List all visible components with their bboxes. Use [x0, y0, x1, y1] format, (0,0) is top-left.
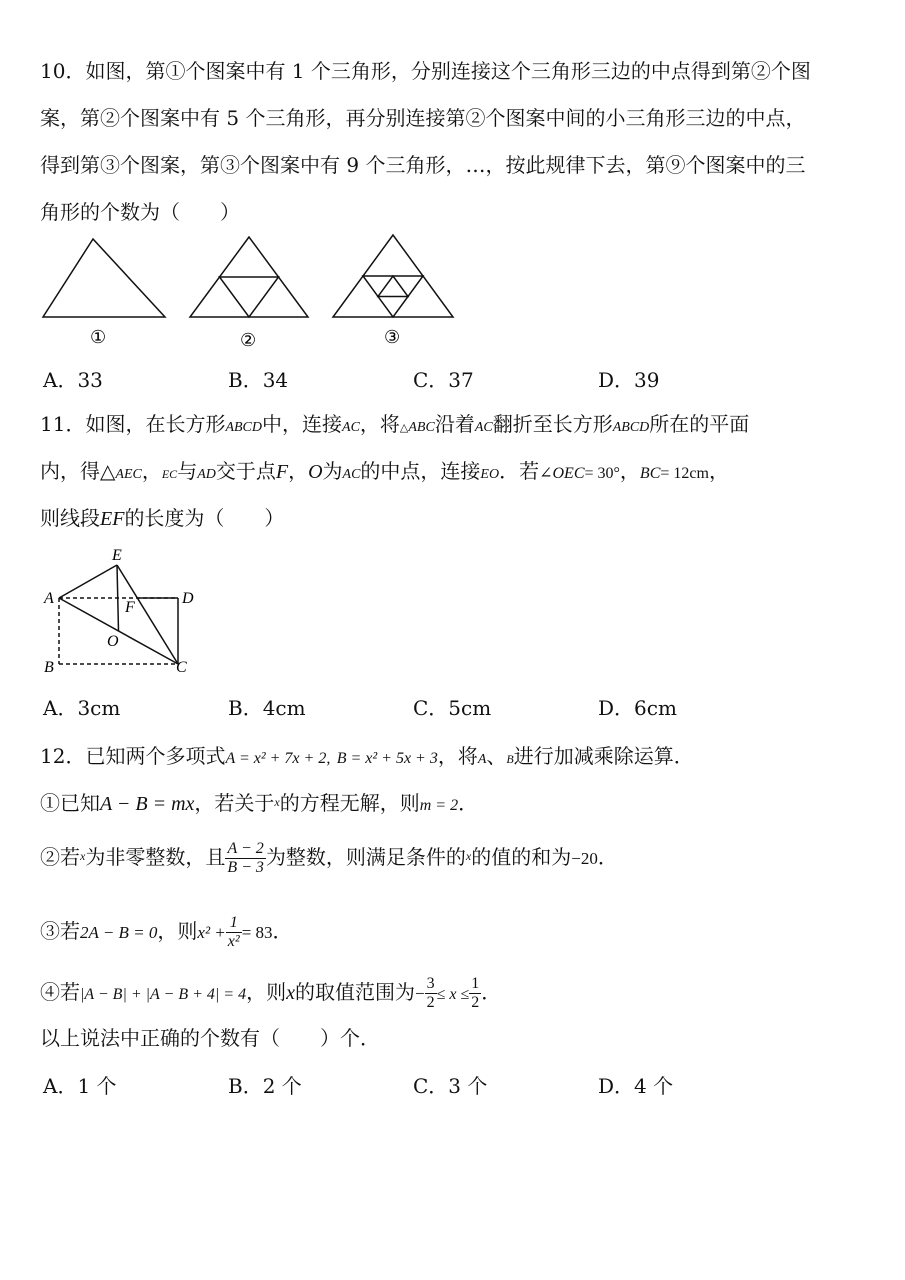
q12-statement-2: ②若$^x$为非零整数，且 $\frac{A - 2}{B - 3}$ 为整数，则满足条件的$^x$的值的和为−20．: [40, 840, 618, 876]
q12-option-b[interactable]: B．2 个: [228, 1074, 302, 1098]
fraction-a-b: $\frac{A - 2}{B - 3}$: [227, 840, 264, 876]
label-E: E: [112, 547, 122, 564]
label-F: F: [125, 599, 135, 616]
q11-figure: [0, 540, 300, 685]
figure-1-triangle: [43, 239, 165, 317]
label-A: A: [44, 590, 54, 607]
fraction-3-2: $\frac{3}{2}$: [426, 975, 435, 1011]
q12-statement-1: ①已知A − B = mx，若关于$^x$的方程无解，则m = 2．: [40, 791, 479, 815]
label-C: C: [176, 659, 187, 676]
q10-line-2: 案，第②个图案中有 5 个三角形，再分别连接第②个图案中间的小三角形三边的中点，: [40, 106, 806, 130]
figure-label-3: ③: [384, 327, 401, 347]
q12-option-a[interactable]: A．1 个: [43, 1074, 117, 1098]
q12-question: 以上说法中正确的个数有（ ）个．: [40, 1026, 380, 1050]
q12-option-d[interactable]: D．4 个: [598, 1074, 674, 1098]
q10-figures: [0, 225, 905, 355]
q10-line-4: 角形的个数为（ ）: [40, 200, 240, 224]
q12-stem: 12．已知两个多项式A = x² + 7x + 2, B = x² + 5x + 3，将A、B进行加减乘除运算．: [40, 744, 694, 768]
q10-option-b[interactable]: B．34: [228, 368, 289, 392]
q11-line-1: 11．如图，在长方形ABCD中，连接AC，将△ABC沿着AC翻折至长方形ABCD所在的平面: [40, 412, 750, 436]
q12-statement-4: ④若|A − B| + |A − B + 4| = 4，则x的取值范围为− $\frac{3}{2}$ ≤ x ≤ $\frac{1}{2}$ ．: [40, 975, 502, 1011]
q12-statement-3: ③若2A − B = 0，则x² + $\frac{1}{\text{x²}}$ = 83．: [40, 914, 293, 950]
q10-option-d[interactable]: D．39: [598, 368, 660, 392]
q10-line-1: 10．如图，第①个图案中有 1 个三角形，分别连接这个三角形三边的中点得到第②个图: [40, 59, 811, 83]
figure-2-inner: [220, 277, 279, 317]
label-O: O: [107, 633, 119, 650]
segment-EO: [117, 565, 119, 631]
label-B: B: [44, 659, 54, 676]
segment-AE: [59, 565, 117, 598]
q11-option-c[interactable]: C．5cm: [413, 696, 492, 720]
q10-line-3: 得到第③个图案，第③个图案中有 9 个三角形，…，按此规律下去，第⑨个图案中的三: [40, 153, 806, 177]
q12-option-c[interactable]: C．3 个: [413, 1074, 488, 1098]
figure-3-inner: [378, 276, 408, 297]
q10-option-c[interactable]: C．37: [413, 368, 474, 392]
label-D: D: [182, 590, 194, 607]
q11-line-2: 内，得△AEC，EC与AD交于点F，O为AC的中点，连接EO．若∠OEC= 30°，BC= 12cm，: [40, 459, 729, 483]
figure-label-2: ②: [240, 330, 257, 350]
fraction-1-x2: $\frac{1}{\text{x²}}$: [227, 914, 240, 950]
q11-option-d[interactable]: D．6cm: [598, 696, 677, 720]
q10-option-a[interactable]: A．33: [43, 368, 103, 392]
q11-line-3: 则线段EF的长度为（ ）: [40, 506, 285, 530]
q11-option-b[interactable]: B．4cm: [228, 696, 306, 720]
q11-option-a[interactable]: A．3cm: [43, 696, 121, 720]
fraction-1-2: $\frac{1}{2}$: [471, 975, 480, 1011]
figure-label-1: ①: [90, 327, 107, 347]
